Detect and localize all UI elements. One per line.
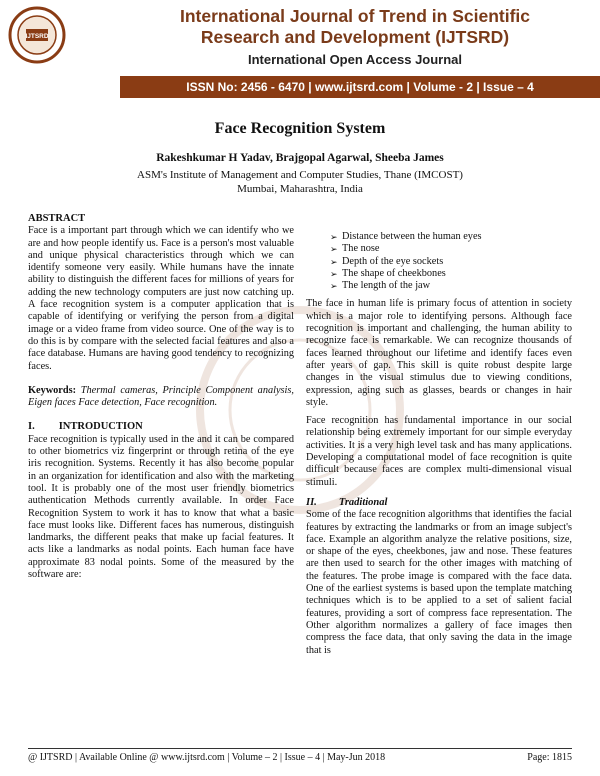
list-item: ➢ Depth of the eye sockets	[330, 256, 572, 268]
right-paragraph-1: The face in human life is primary focus of attention in society which is a major role to identifying persons. Although face recognition is important and challenging, the human ability to recognize face is remarkable. We can recognize thousands of faces learned throughout our lifetime and identify faces even after years of gap. This skill is quite robust despite large changes in the visual stimulus due to viewing conditions, expression, aging such as glasses, beards or changes in hair style.	[306, 298, 572, 408]
list-item: ➢ Distance between the human eyes	[330, 231, 572, 243]
list-item: ➢ The nose	[330, 243, 572, 255]
paper-affiliation	[0, 168, 600, 196]
section-2-number: II.	[306, 496, 317, 508]
keywords-text: Thermal cameras, Principle Component analysis, Eigen faces Face detection, Face recognition.	[28, 384, 295, 409]
section-1-title: INTRODUCTION	[58, 421, 143, 433]
page-footer	[28, 752, 572, 763]
section-1-body: Face recognition is typically used in the and it can be compared to other biometrics viz fingerprint or through retina of the eye iris recognition. Systems. Recently it has also become popular in an organization for identification and also with the marketing tool. It is probably one of the most user friendly biometrics authentication Methods currently available. In order Face Recognition System to work it has to know that what a basic face must looks like. Different faces has numerous, distinguish landmarks, the different peaks that make up facial features. It acts like a landmarks as nodal points. Each human face have approximate 83 nodal points. Some of the measured by the software are:	[28, 433, 294, 581]
affiliation-line-1: ASM's Institute of Management and Computer Studies, Thane (IMCOST)	[137, 169, 463, 181]
footer-left: @ IJTSRD | Available Online @ www.ijtsrd.com | Volume – 2 | Issue – 4 | May-Jun 2018	[28, 752, 386, 763]
section-1-heading	[28, 421, 294, 433]
keywords-label: Keywords:	[28, 384, 77, 396]
issn-bar: ISSN No: 2456 - 6470 | www.ijtsrd.com | Volume - 2 | Issue – 4	[120, 76, 600, 98]
affiliation-line-2: Mumbai, Maharashtra, India	[237, 183, 363, 195]
journal-title: International Journal of Trend in Scientific Research and Development (IJTSRD)	[179, 6, 531, 47]
right-paragraph-2: Face recognition has fundamental importance in our social relationship being extremely important for our simple everyday activities. It is a very high level task and has many applications. Developing a computational model of face recognition is quite difficult because faces are complex multi-dimensional visual stimuli.	[306, 415, 572, 488]
journal-subtitle: International Open Access Journal	[247, 52, 463, 67]
paper-authors: Rakeshkumar H Yadav, Brajgopal Agarwal, Sheeba James	[156, 152, 444, 164]
journal-logo	[8, 6, 66, 64]
footer-divider	[28, 748, 572, 749]
left-column	[28, 213, 294, 587]
list-item: ➢ The shape of cheekbones	[330, 268, 572, 280]
logo-text: IJTSRD	[25, 33, 49, 40]
measured-features-list	[330, 231, 572, 292]
section-2-heading	[306, 497, 572, 509]
footer-page: Page: 1815	[527, 752, 572, 763]
journal-header	[0, 0, 600, 98]
section-1-number: I.	[28, 421, 35, 433]
abstract-heading: ABSTRACT	[28, 213, 86, 224]
section-2-title: Traditional	[338, 496, 388, 508]
keywords	[28, 385, 294, 410]
abstract-body: Face is a important part through which we can identify who we are and how people identify us. Face is a person's most valuable and unique physical characteristics through which we can identify someone very easily. While humans have the innate ability to distinguish the different faces for millions of years for adding the new technology computers are just now catching up. A face recognition system is a computer application that is capable of identifying or verifying the person from a digital image or a video frame from video source. One of the way is to do this is by compare with the selected facial features and also a face database. Humans are having good tendency to recognizing faces.	[28, 225, 294, 372]
right-column	[306, 231, 572, 663]
section-2-body: Some of the face recognition algorithms that identifies the facial features by extracting the landmarks or from an image subject's face. Example an algorithm analyze the relative positions, size, or shape of the eyes, cheekbones, jaw and nose. These features are then used to search for the other images with matching of the features. The probe image is compared with the face data. One of the earliest systems is based upon the template matching techniques which is to be applied to a set of salient facial features, providing a sort of compress face representation. The Other algorithm normalizes a gallery of face images then compress the face data, that only saving the data in the image that is	[306, 509, 572, 656]
list-item: ➢ The length of the jaw	[330, 280, 572, 292]
paper-title: Face Recognition System	[214, 120, 386, 137]
